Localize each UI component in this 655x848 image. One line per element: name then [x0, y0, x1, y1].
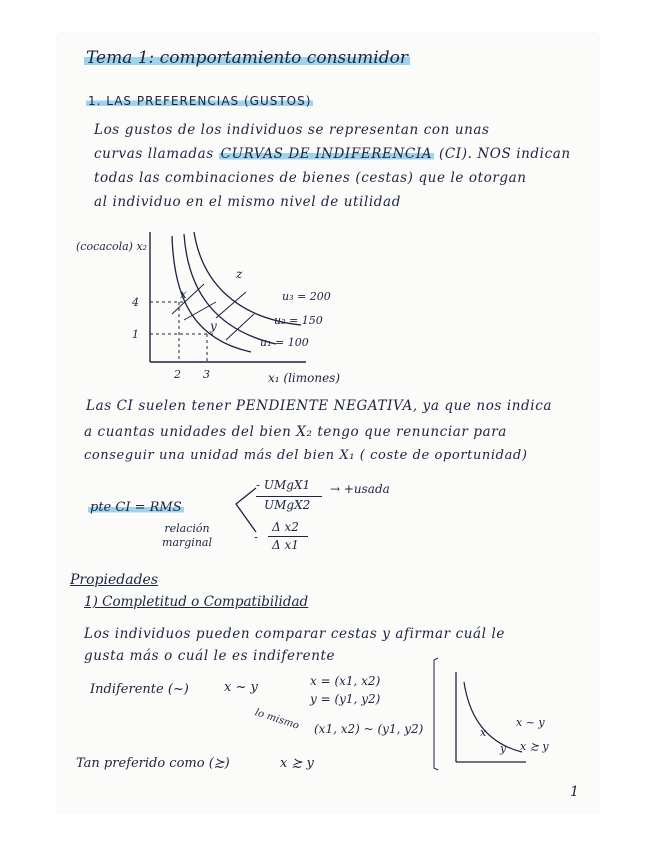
indifferent-expr: x ~ y	[224, 680, 258, 695]
formula-note: relación marginal	[162, 522, 212, 549]
mini-preference-graph	[430, 652, 580, 782]
preferred-label: Tan preferido como (≿)	[76, 756, 230, 771]
curve-label: u₂ = 150	[274, 314, 323, 327]
point-label: z	[236, 267, 243, 281]
paragraph-line: gusta más o cuál le es indiferente	[84, 648, 336, 664]
paragraph-line: Los gustos de los individuos se representan con unas	[94, 122, 490, 138]
paragraph-line: todas las combinaciones de bienes (cestas) que le otorgan	[94, 170, 527, 186]
fraction-1-denominator: UMgX2	[264, 498, 311, 512]
axis-x-label: x₁ (limones)	[268, 371, 341, 385]
mini-relation: x ~ y	[516, 716, 545, 729]
y-tick: 4	[132, 296, 139, 309]
point-label: y	[210, 319, 217, 333]
paragraph-line: a cuantas unidades del bien X₂ tengo que renunciar para	[84, 424, 507, 440]
fraction-bar	[256, 496, 322, 497]
axis-y-label: (cocacola) x₂	[76, 240, 148, 253]
fraction-2-sign: -	[254, 530, 259, 544]
x-tick: 2	[174, 368, 181, 381]
page-number: 1	[570, 784, 579, 800]
property-1-heading: 1) Completitud o Compatibilidad	[84, 594, 309, 610]
same-note: lo mismo	[253, 707, 301, 732]
paragraph-line: al individuo en el mismo nivel de utilidad	[94, 194, 401, 210]
formula-lhs: pte CI = RMS	[90, 500, 182, 515]
def-x: x = (x1, x2)	[310, 674, 381, 688]
y-tick: 1	[132, 328, 139, 341]
mini-point-label: x	[480, 726, 487, 739]
fraction-2-numerator: Δ x2	[272, 520, 299, 534]
preferred-expr: x ≿ y	[280, 756, 314, 771]
indifference-graph	[76, 222, 376, 392]
point-label: x	[180, 287, 187, 301]
indifferent-label: Indiferente (~)	[90, 682, 189, 697]
highlight-term: CURVAS DE INDIFERENCIA	[220, 146, 433, 162]
x-tick: 3	[203, 368, 210, 381]
paragraph-line: Las CI suelen tener PENDIENTE NEGATIVA, ya que nos indica	[86, 398, 553, 414]
pair-expr: (x1, x2) ~ (y1, y2)	[314, 722, 424, 736]
fraction-bar	[268, 536, 308, 537]
paragraph-line: Los individuos pueden comparar cestas y afirmar cuál le	[84, 626, 505, 642]
fraction-1-numerator: - UMgX1	[256, 478, 311, 492]
def-y: y = (y1, y2)	[310, 692, 381, 706]
paragraph-line: curvas llamadas CURVAS DE INDIFERENCIA (CI). NOS indican	[94, 146, 571, 162]
mini-point-label: y	[500, 742, 507, 755]
section-heading-preferences: 1. LAS PREFERENCIAS (GUSTOS)	[88, 94, 312, 108]
fraction-1-note: → +usada	[330, 482, 390, 496]
paragraph-line: conseguir una unidad más del bien X₁ ( coste de oportunidad)	[84, 448, 528, 463]
notebook-page	[58, 34, 598, 812]
fraction-2-denominator: Δ x1	[272, 538, 299, 552]
page-title: Tema 1: comportamiento consumidor	[86, 48, 408, 68]
curve-label: u₁ = 100	[260, 336, 309, 349]
mini-relation: x ≿ y	[520, 740, 549, 753]
curve-label: u₃ = 200	[282, 290, 331, 303]
properties-heading: Propiedades	[70, 572, 159, 588]
